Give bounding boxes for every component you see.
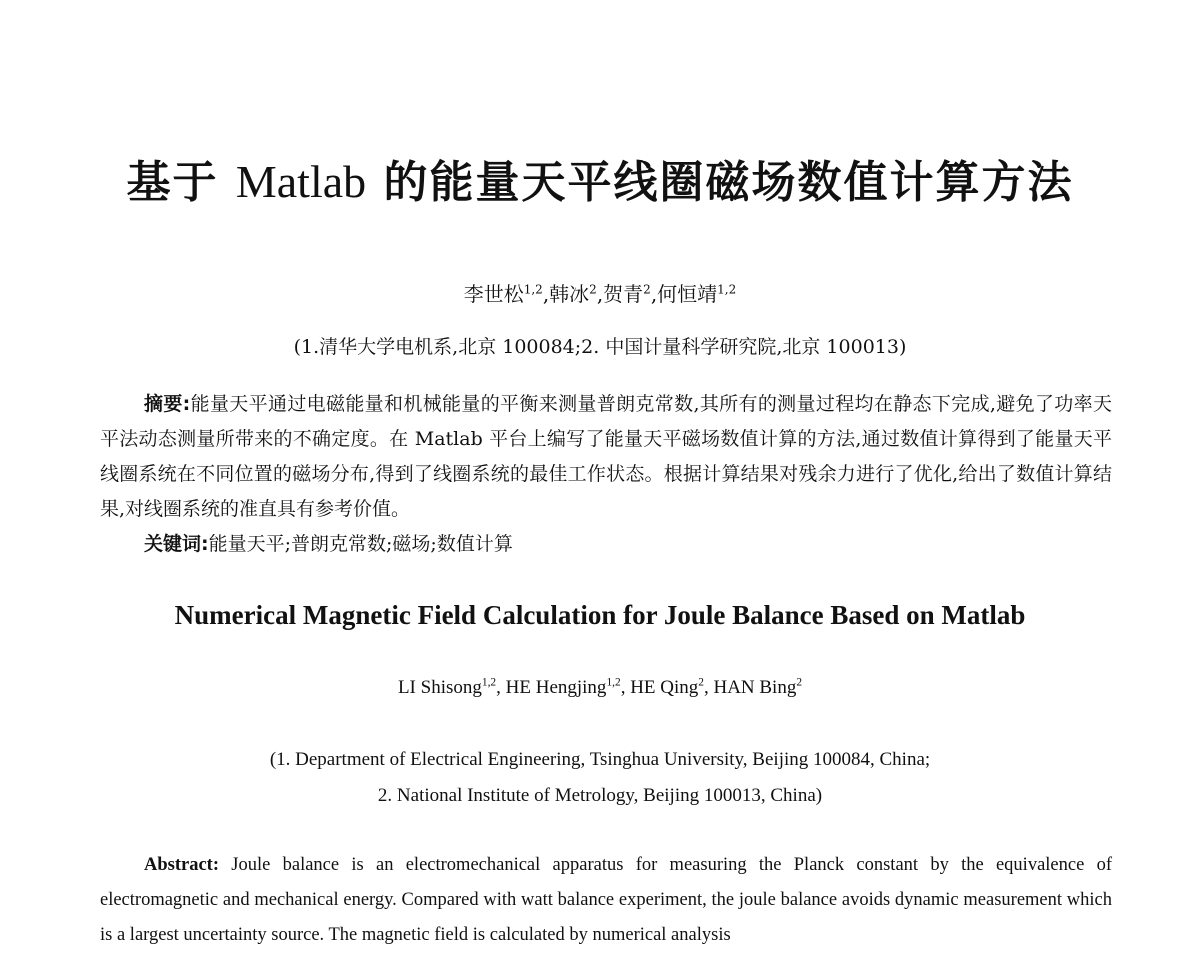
english-author-separator: , xyxy=(703,677,714,698)
chinese-author-affiliation-mark: 2 xyxy=(643,282,651,297)
chinese-title-latin: Matlab xyxy=(235,156,367,207)
chinese-author-separator: , xyxy=(542,282,550,306)
chinese-keywords-text: 能量天平;普朗克常数;磁场;数值计算 xyxy=(208,533,513,555)
english-abstract-label: Abstract: xyxy=(144,855,220,875)
english-author-name: HE Qing xyxy=(630,677,699,698)
chinese-authors xyxy=(0,278,1200,307)
english-author-separator: , xyxy=(496,677,506,698)
chinese-abstract-text: 能量天平通过电磁能量和机械能量的平衡来测量普朗克常数,其所有的测量过程均在静态下完成,避免了功率天平法动态测量所带来的不确定度。在 Matlab 平台上编写了能量天平磁场数值计算的方法,通过数值计算得到了能量天平线圈系统在不同位置的磁场分布,得到了线圈系统的最佳工作状态。根据计算结果对残余力进行了优化,给出了数值计算结果,对线圈系统的准直具有参考价值。 xyxy=(100,393,1112,520)
chinese-title xyxy=(0,146,1200,210)
english-author-name: LI Shisong xyxy=(397,677,482,698)
chinese-title-prefix: 基于 xyxy=(126,157,219,208)
english-abstract-text: Joule balance is an electromechanical apparatus for measuring the Planck constant by the equivalence of electromagnetic and mechanical energy. Compared with watt balance experiment, the joule balance avoids dynamic measurement which is a largest uncertainty source. The magnetic field is calculated by numerical analysis xyxy=(100,855,1112,945)
chinese-author-affiliation-mark: 2 xyxy=(589,282,597,297)
english-author-affiliation-mark: 2 xyxy=(796,676,803,689)
chinese-keywords-label: 关键词: xyxy=(144,533,209,555)
english-authors xyxy=(0,677,1200,699)
chinese-author-separator: , xyxy=(596,282,604,306)
chinese-author-affiliation-mark: 1,2 xyxy=(523,282,543,297)
chinese-author-name: 贺青 xyxy=(603,282,644,306)
english-author-separator: , xyxy=(620,677,631,698)
chinese-author-name: 韩冰 xyxy=(549,282,590,306)
english-affiliation-line-1: (1. Department of Electrical Engineering, Tsinghua University, Beijing 100084, China; xyxy=(269,749,931,770)
english-author-name: HE Hengjing xyxy=(505,677,607,698)
chinese-affiliation: (1.清华大学电机系,北京 100084;2. 中国计量科学研究院,北京 100013) xyxy=(293,336,907,358)
english-affiliation-line-2: 2. National Institute of Metrology, Beijing 100013, China) xyxy=(377,785,823,806)
chinese-author-name: 何恒靖 xyxy=(657,282,718,306)
chinese-title-suffix: 的能量天平线圈磁场数值计算方法 xyxy=(383,157,1074,208)
chinese-abstract xyxy=(100,387,1112,527)
chinese-author-affiliation-mark: 1,2 xyxy=(717,282,737,297)
chinese-abstract-label: 摘要: xyxy=(144,393,191,415)
english-author-affiliation-mark: 1,2 xyxy=(606,676,621,689)
chinese-author-separator: , xyxy=(650,282,658,306)
chinese-keywords xyxy=(100,527,1156,562)
english-author-affiliation-mark: 2 xyxy=(698,676,704,689)
english-abstract xyxy=(100,848,1112,953)
english-author-name: HAN Bing xyxy=(713,677,797,698)
english-author-affiliation-mark: 1,2 xyxy=(481,676,497,689)
english-title: Numerical Magnetic Field Calculation for Joule Balance Based on Matlab xyxy=(174,600,1026,630)
chinese-author-name: 李世松 xyxy=(463,282,524,306)
